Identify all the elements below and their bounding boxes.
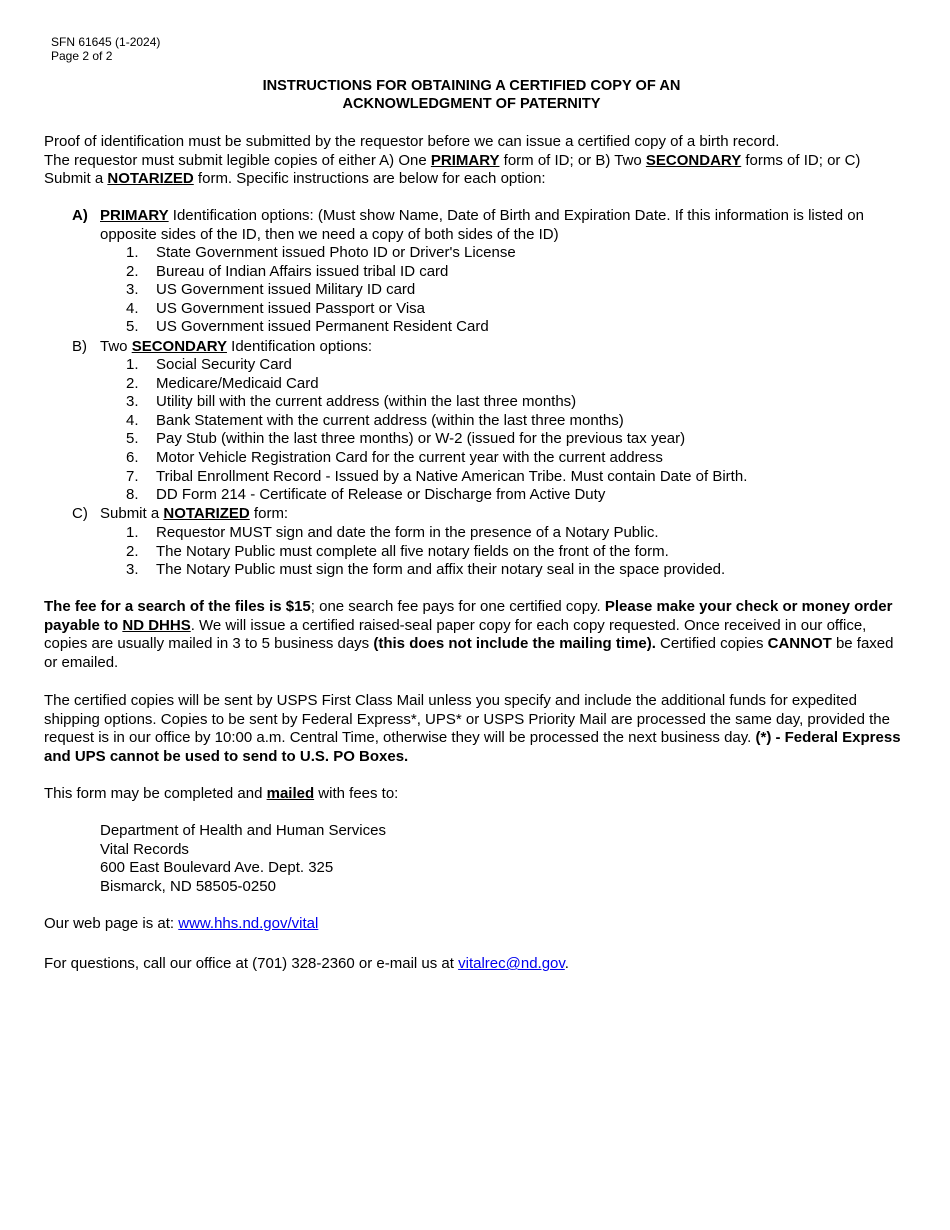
list-number: 7. xyxy=(126,467,139,485)
intro-line-1: Proof of identification must be submitted by the requestor before we can issue a certified copy of a birth record. xyxy=(44,133,780,150)
option-c-description: Submit a NOTARIZED form: xyxy=(100,505,289,522)
list-text: Bureau of Indian Affairs issued tribal ID card xyxy=(156,262,449,280)
mail-instructions: This form may be completed and mailed with fees to: xyxy=(44,785,399,802)
payee: ND DHHS xyxy=(122,616,191,634)
list-text: US Government issued Passport or Visa xyxy=(156,299,426,317)
list-text: The Notary Public must complete all five notary fields on the front of the form. xyxy=(156,542,669,560)
list-number: 2. xyxy=(126,374,139,392)
option-b-item xyxy=(126,430,685,449)
option-b-letter: B) xyxy=(72,338,87,355)
option-b-description: Two SECONDARY Identification options: xyxy=(100,338,373,355)
contact-line: For questions, call our office at (701) 328-2360 or e-mail us at vitalrec@nd.gov. xyxy=(44,955,569,972)
mailing-address xyxy=(100,822,386,896)
list-text: Requestor MUST sign and date the form in the presence of a Notary Public. xyxy=(156,524,659,541)
option-a-item xyxy=(126,263,448,282)
list-text: Social Security Card xyxy=(156,356,292,373)
page-title xyxy=(0,77,943,113)
website-link[interactable]: www.hhs.nd.gov/vital xyxy=(178,915,319,932)
list-number: 6. xyxy=(126,449,139,466)
title-line-2: ACKNOWLEDGMENT OF PATERNITY xyxy=(342,96,601,112)
fee-paragraph: The fee for a search of the files is $15; one search fee pays for one certified copy. Please make your check or money order payable to ND DHHS. We will issue a certified raised-seal paper copy for each copy requested. Once received in our office, copies are usually mailed in 3 to 5 business days (this does not include the mailing time). Certified copies CANNOT be faxed or emailed. xyxy=(44,598,894,671)
intro-paragraph xyxy=(44,133,906,189)
option-a-item xyxy=(126,318,489,337)
option-c-keyword: NOTARIZED xyxy=(163,505,250,522)
address-line-2: Vital Records xyxy=(100,840,189,858)
option-b-item xyxy=(126,449,663,468)
shipping-paragraph: The certified copies will be sent by USPS First Class Mail unless you specify and include the additional funds for expedited shipping options. Copies to be sent by Federal Express*, UPS* or USPS Priority Mail are processed the same day, provided the request is in our office by 10:00 a.m. Central Time, otherwise they will be processed the next business day. (*) - Federal Express and UPS cannot be used to send to U.S. PO Boxes. xyxy=(44,692,901,765)
option-a-letter: A) xyxy=(72,207,88,224)
intro-line-3: Submit a NOTARIZED form. Specific instructions are below for each option: xyxy=(44,170,546,188)
option-b-item xyxy=(126,468,747,487)
option-c-item xyxy=(126,561,725,580)
option-a-item xyxy=(126,281,415,300)
option-a-keyword: PRIMARY xyxy=(100,207,169,224)
option-b-keyword: SECONDARY xyxy=(131,338,227,355)
list-number: 5. xyxy=(126,430,139,448)
list-number: 3. xyxy=(126,393,139,411)
list-number: 1. xyxy=(126,524,139,541)
list-text: US Government issued Military ID card xyxy=(156,281,416,299)
list-number: 1. xyxy=(126,356,139,373)
list-number: 8. xyxy=(126,486,139,504)
list-text: DD Form 214 - Certificate of Release or Discharge from Active Duty xyxy=(156,486,606,504)
option-c-item xyxy=(126,524,659,543)
list-number: 2. xyxy=(126,542,139,560)
list-number: 4. xyxy=(126,299,139,317)
option-c-item xyxy=(126,543,669,562)
address-line-1: Department of Health and Human Services xyxy=(100,822,386,839)
option-b-item xyxy=(126,356,292,375)
list-text: State Government issued Photo ID or Driver's License xyxy=(156,244,516,261)
list-text: Tribal Enrollment Record - Issued by a Native American Tribe. Must contain Date of Birth. xyxy=(156,467,748,485)
option-b-item xyxy=(126,486,605,505)
option-b-item xyxy=(126,375,319,394)
form-number: SFN 61645 (1-2024) xyxy=(51,35,161,49)
mailed-keyword: mailed xyxy=(266,785,315,802)
list-number: 5. xyxy=(126,318,139,336)
email-link[interactable]: vitalrec@nd.gov xyxy=(458,955,565,972)
list-number: 3. xyxy=(126,281,139,299)
option-a-item xyxy=(126,300,425,319)
option-b-item xyxy=(126,393,576,412)
list-text: US Government issued Permanent Resident Card xyxy=(156,318,489,336)
list-text: Pay Stub (within the last three months) or W-2 (issued for the previous tax year) xyxy=(156,430,686,448)
address-line-4: Bismarck, ND 58505-0250 xyxy=(100,877,276,895)
option-a-item xyxy=(126,244,516,263)
list-number: 2. xyxy=(126,262,139,280)
option-b-item xyxy=(126,412,624,431)
secondary-keyword: SECONDARY xyxy=(645,151,742,169)
list-text: Medicare/Medicaid Card xyxy=(156,374,319,392)
option-c-letter: C) xyxy=(72,505,88,522)
list-number: 3. xyxy=(126,561,139,579)
list-text: Motor Vehicle Registration Card for the current year with the current address xyxy=(156,449,663,466)
list-text: Bank Statement with the current address (within the last three months) xyxy=(156,411,624,429)
list-text: The Notary Public must sign the form and affix their notary seal in the space provided. xyxy=(156,561,726,579)
primary-keyword: PRIMARY xyxy=(430,151,500,169)
list-number: 1. xyxy=(126,244,139,261)
form-header xyxy=(51,35,160,63)
list-text: Utility bill with the current address (within the last three months) xyxy=(156,393,577,411)
list-number: 4. xyxy=(126,411,139,429)
notarized-keyword: NOTARIZED xyxy=(107,170,194,188)
option-a-description: PRIMARY Identification options: (Must show Name, Date of Birth and Expiration Date. If this information is listed on opposite sides of the ID, then we need a copy of both sides of the ID) xyxy=(100,207,864,243)
address-line-3: 600 East Boulevard Ave. Dept. 325 xyxy=(100,859,334,877)
web-page-line: Our web page is at: www.hhs.nd.gov/vital xyxy=(44,915,319,932)
intro-line-2: The requestor must submit legible copies of either A) One PRIMARY form of ID; or B) Two SECONDARY forms of ID; or C) xyxy=(44,151,861,169)
title-line-1: INSTRUCTIONS FOR OBTAINING A CERTIFIED COPY OF AN xyxy=(262,78,681,94)
page-number: Page 2 of 2 xyxy=(51,49,113,63)
